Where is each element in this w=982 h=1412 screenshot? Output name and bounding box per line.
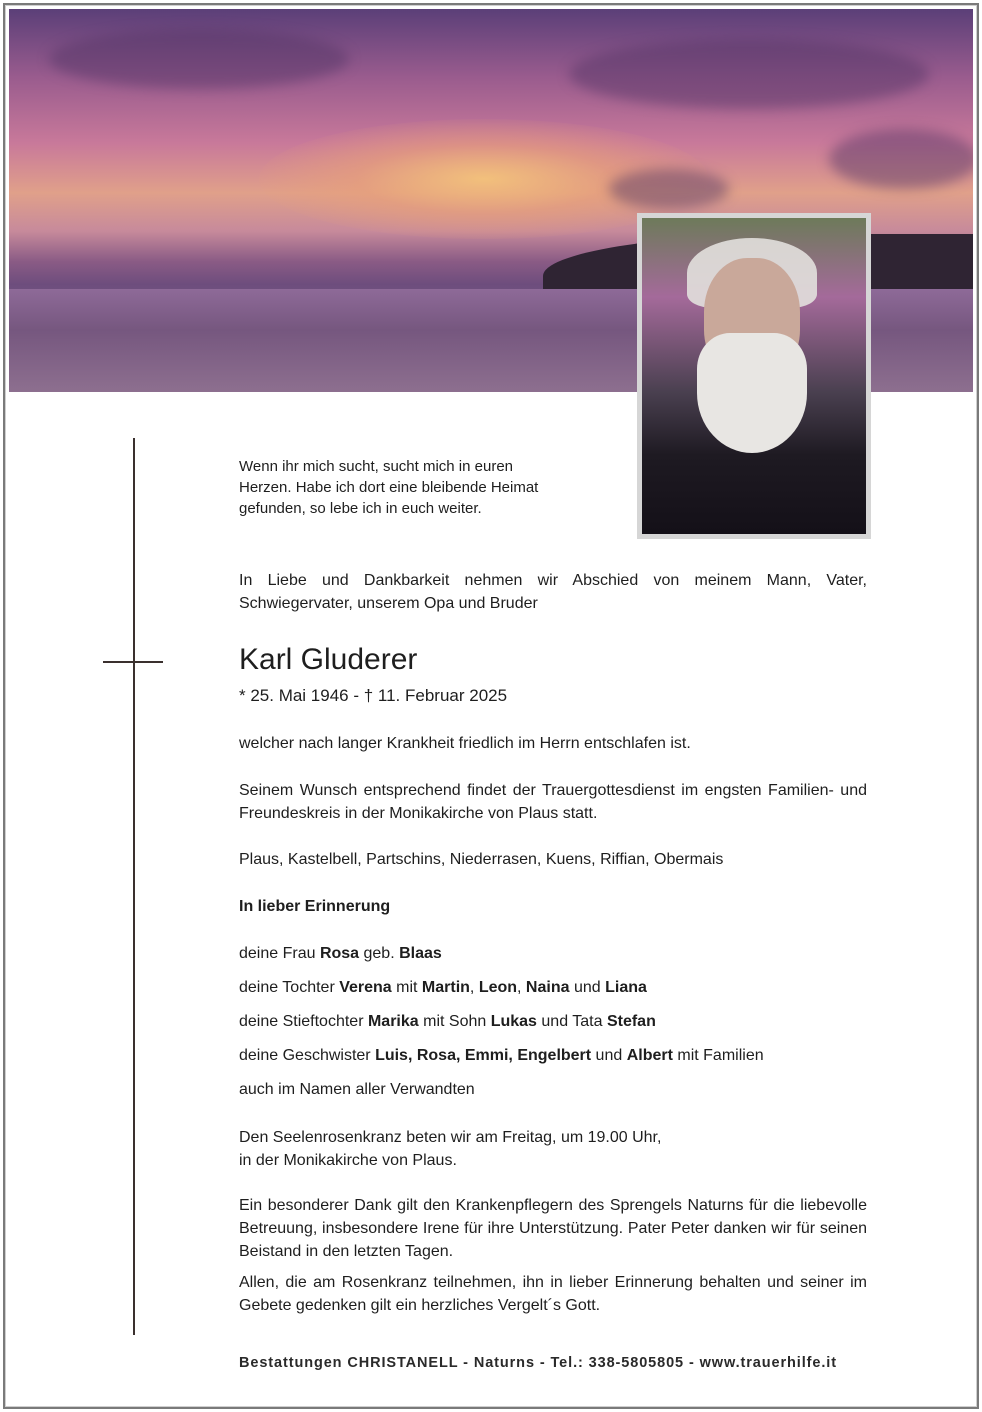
family-text: ,: [469, 979, 479, 996]
deceased-name: Karl Gluderer: [239, 643, 418, 676]
thanks-text: Ein besonderer Dank gilt den Krankenpflegern des Sprengels Naturns für die liebevolle Betreuung, insbesondere Irene für ihre Unterstützung. Pater Peter danken wir für seinen Beistand in den letzten Tagen.: [239, 1197, 867, 1260]
rosary-line-2: in der Monikakirche von Plaus.: [239, 1152, 457, 1169]
family-member-name: Rosa: [319, 945, 360, 962]
cloud: [569, 39, 929, 109]
places-text: Plaus, Kastelbell, Partschins, Niederrasen, Kuens, Riffian, Obermais: [239, 851, 724, 868]
family-line: [239, 1010, 867, 1033]
cloud: [829, 129, 973, 189]
life-dates: * 25. Mai 1946 - † 11. Februar 2025: [239, 686, 508, 705]
family-text: geb.: [359, 945, 400, 962]
quote: Wenn ihr mich sucht, sucht mich in euren Herzen. Habe ich dort eine bleibende Heimat gefunden, so lebe ich in euch weiter.: [239, 458, 539, 517]
intro-text: In Liebe und Dankbarkeit nehmen wir Abschied von meinem Mann, Vater, Schwiegervater, unserem Opa und Bruder: [239, 572, 867, 612]
family-member-name: Marika: [367, 1013, 419, 1030]
cross-vertical: [133, 438, 135, 1335]
family-text: mit Sohn: [418, 1013, 491, 1030]
family-text: und: [591, 1047, 627, 1064]
closing-text: Allen, die am Rosenkranz teilnehmen, ihn in lieber Erinnerung behalten und seiner im Gebete gedenken gilt ein herzliches Vergelt´s Gott.: [239, 1274, 867, 1314]
family-member-name: Naina: [525, 979, 570, 996]
rosary-line-1: Den Seelenrosenkranz beten wir am Freitag, um 19.00 Uhr,: [239, 1129, 662, 1146]
family-member-name: Albert: [626, 1047, 673, 1064]
cross-horizontal: [103, 661, 163, 663]
family-text: auch im Namen aller Verwandten: [239, 1081, 475, 1098]
family-text: deine Tochter: [239, 979, 340, 996]
memory-heading: In lieber Erinnerung: [239, 898, 391, 915]
family-member-name: Blaas: [399, 945, 442, 962]
family-line: [239, 942, 867, 965]
family-member-name: Luis, Rosa, Emmi, Engelbert: [375, 1047, 592, 1064]
service-text: Seinem Wunsch entsprechend findet der Trauergottesdienst im engsten Familien- und Freundeskreis in der Monikakirche von Plaus statt.: [239, 782, 867, 822]
family-member-name: Stefan: [606, 1013, 656, 1030]
passing-text: welcher nach langer Krankheit friedlich im Herrn entschlafen ist.: [239, 735, 691, 752]
family-line: [239, 1078, 867, 1101]
family-text: mit Familien: [672, 1047, 764, 1064]
family-member-name: Leon: [478, 979, 518, 996]
family-text: deine Stieftochter: [239, 1013, 368, 1030]
family-text: und Tata: [536, 1013, 607, 1030]
family-member-name: Liana: [605, 979, 647, 996]
family-text: und: [569, 979, 606, 996]
family-text: deine Geschwister: [239, 1047, 376, 1064]
family-member-name: Verena: [339, 979, 392, 996]
family-line: [239, 1044, 867, 1067]
family-member-name: Lukas: [490, 1013, 537, 1030]
family-text: ,: [517, 979, 526, 996]
cloud: [609, 169, 729, 209]
funeral-home-footer: Bestattungen CHRISTANELL - Naturns - Tel.: 338-5805805 - www.trauerhilfe.it: [239, 1355, 837, 1371]
portrait-beard: [697, 333, 807, 453]
family-member-name: Martin: [421, 979, 470, 996]
family-line: [239, 976, 867, 999]
family-text: mit: [391, 979, 422, 996]
portrait-photo: [637, 213, 871, 539]
cloud: [49, 29, 349, 89]
family-text: deine Frau: [239, 945, 320, 962]
